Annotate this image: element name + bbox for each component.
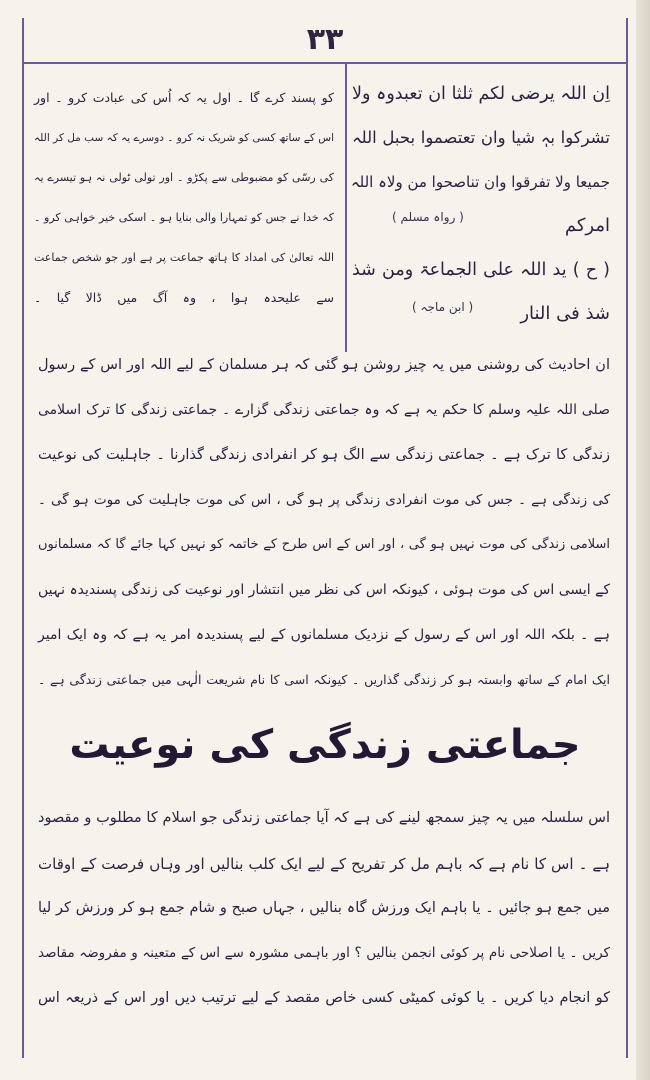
body-line: ہے ۔ اس کا نام ہے کہ باہم مل کر تفریح کے لیے ایک کلب بنالیں اور وہاں فرصت کے اوقات — [38, 855, 610, 873]
frame-left-rule — [22, 18, 24, 1058]
header-rule — [22, 62, 628, 64]
hadith-line: جمیعا ولا تفرقوا وان تناصحوا من ولاہ اللہ — [350, 173, 610, 191]
frame-right-rule — [626, 18, 628, 1058]
translation-line: کی رسّی کو مضبوطی سے پکڑو ۔ اور تولی ٹولی نہ ہو تیسرے یہ — [34, 171, 334, 184]
hadith-line-with-citation — [352, 204, 610, 248]
hadith-line: امرکم — [564, 215, 610, 236]
body-line: کے ایسی اس کی موت ہوئی ، کیونکہ اس کی نظر میں انتشار اور نوعیت کی زندگی پسندیدہ نہیں — [38, 582, 610, 598]
body-line: ہے ۔ بلکہ اللہ اور اس کے رسول کے نزدیک مسلمانوں کے لیے پسندیدہ امر یہ ہے کہ وہ ایک امیر — [38, 627, 610, 643]
citation-ibn-majah: ( ابن ماجہ ) — [412, 300, 474, 314]
body-line: ایک امام کے ساتھ وابستہ ہو کر زندگی گذاریں ۔ کیونکہ اسی کا نام شریعت الٰہی میں جماعتی زندگی ہے ۔ — [38, 672, 610, 687]
body-line: کو انجام دیا کریں ۔ یا کوئی کمیٹی کسی خاص مقصد کے لیے ترتیب دیں اور اس کے ذریعہ اس — [38, 990, 610, 1006]
left-column-translation — [34, 78, 334, 318]
hadith-line-with-citation — [352, 292, 610, 336]
column-divider — [345, 62, 347, 352]
translation-line: اللہ تعالیٰ کی امداد کا ہاتھ جماعت پر ہے اور جو شخص جماعت — [34, 251, 334, 264]
citation-muslim: ( رواہ مسلم ) — [392, 210, 464, 224]
body-line: کریں ۔ یا اصلاحی نام پر کوئی انجمن بنالیں ؟ اور باہمی مشورہ سے اس کے متعینہ و مفروضہ مقاصد — [38, 945, 610, 961]
translation-line: سے علیحدہ ہوا ، وہ آگ میں ڈالا گیا ۔ — [34, 290, 334, 305]
translation-line: کہ خدا نے جس کو تمہارا والی بنایا ہو ۔ اسکی خیر خواہی کرو ۔ — [34, 211, 334, 224]
hadith-line: تشرکوا بہٖ شیا وان تعتصموا بحبل اللہ — [352, 128, 610, 147]
section-heading: جماعتی زندگی کی نوعیت — [69, 722, 581, 768]
body-line: اسلامی زندگی کی موت نہیں ہو گی ، اور اس کے اس طرح کے خاتمہ کو نہیں کہا جائے گا کہ مسلمانوں — [38, 537, 610, 552]
body-line: اس سلسلہ میں یہ چیز سمجھ لینے کی ہے کہ آیا جماعتی زندگی جو اسلام کا مطلوب و مقصود — [38, 810, 610, 826]
body-line: صلی اللہ علیہ وسلم کا حکم یہ ہے کہ وہ جماعتی زندگی گزارے ۔ جماعتی زندگی کا ترک اسلامی — [38, 402, 610, 418]
hadith-line: اِن اللہ یرضی لکم ثلثا ان تعبدوہ ولا — [352, 84, 610, 104]
translation-line: کو پسند کرے گا ۔ اول یہ کہ اُس کی عبادت کرو ۔ اور — [34, 90, 334, 105]
body-line: ان احادیث کی روشنی میں یہ چیز روشن ہو گئی کہ ہر مسلمان کے لیے اللہ اور اس کے رسول — [38, 357, 610, 373]
hadith-line: ( ح ) ید اللہ علی الجماعۃ ومن شذ — [352, 260, 610, 280]
body-line: میں جمع ہو جائیں ۔ یا باہم ایک ورزش گاہ بنالیں ، جہاں صبح و شام جمع ہو کر ورزش کر لیا — [38, 900, 610, 916]
body-line: کی زندگی ہے ۔ جس کی موت انفرادی زندگی پر ہو گی ، اس کی موت جاہلیت کی موت ہو گی ۔ — [38, 492, 610, 508]
right-column-hadith — [352, 72, 610, 336]
translation-line: اس کے ساتھ کسی کو شریک نہ کرو ۔ دوسرے یہ کہ سب مل کر اللہ — [34, 132, 334, 144]
hadith-line: شذ فی النار — [520, 303, 610, 324]
page-edge-shadow — [636, 0, 650, 1080]
page-number: ۳۳ — [306, 22, 344, 57]
body-line: زندگی کا ترک ہے ۔ جماعتی زندگی سے الگ ہو کر انفرادی زندگی گذارنا ۔ جاہلیت کی نوعیت — [38, 447, 610, 463]
